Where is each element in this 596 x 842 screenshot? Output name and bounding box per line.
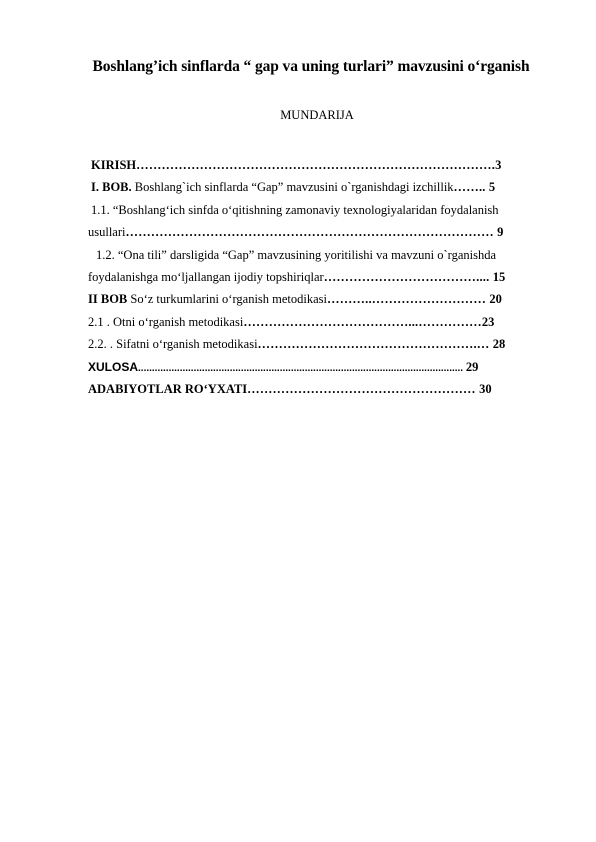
toc-heading-text: MUNDARIJA bbox=[280, 108, 354, 122]
toc-entry-page: 30 bbox=[479, 381, 492, 396]
toc-entry-page: 28 bbox=[492, 337, 506, 352]
toc-entry-2-1 bbox=[88, 311, 548, 333]
toc-entry-page: 20 bbox=[489, 292, 502, 307]
toc-entry-bob-1 bbox=[88, 176, 548, 198]
toc-entry-1-1-line1 bbox=[88, 199, 548, 221]
toc-entry-text: usullari bbox=[88, 225, 126, 240]
toc-entry-1-1-line2 bbox=[88, 221, 548, 243]
toc-entry-text: foydalanishga mo‘ljallangan ijodiy topshiriqlar bbox=[88, 269, 324, 284]
toc-entry-xulosa bbox=[88, 356, 548, 378]
toc-entry-leader: ……………………………………………… bbox=[247, 381, 480, 396]
toc-entry-1-2-line2 bbox=[88, 266, 548, 288]
toc-entry-prefix: I. BOB. bbox=[91, 180, 132, 195]
toc-entry-prefix: KIRISH bbox=[91, 158, 137, 172]
toc-entry-adabiyotlar bbox=[88, 378, 548, 400]
document-title-text: Boshlang’ich sinflarda “ gap va uning turlari” mavzusini o‘rganish bbox=[92, 58, 530, 75]
toc-entry-leader: …….. bbox=[453, 180, 489, 195]
toc-entry-leader: …………………………………………….… bbox=[257, 337, 493, 352]
toc-entry-leader: ……………………………….... bbox=[323, 269, 493, 284]
toc-entry-page: 15 bbox=[492, 269, 506, 284]
toc-entry-page: 23 bbox=[481, 314, 495, 329]
toc-entry-prefix: XULOSA bbox=[88, 359, 139, 374]
toc-entry-text: 2.2. . Sifatni o‘rganish metodikasi bbox=[88, 337, 258, 352]
toc-entry-page: 3 bbox=[495, 158, 502, 172]
toc-entry-2-2 bbox=[88, 333, 548, 355]
toc-entry-leader: ………..……………………… bbox=[327, 292, 490, 307]
toc-entry-text: So‘z turkumlarini o‘rganish metodikasi bbox=[127, 292, 328, 307]
toc-entry-page: 5 bbox=[488, 180, 496, 195]
document-title bbox=[0, 58, 596, 76]
toc-entry-leader: …………………………………...…………… bbox=[243, 314, 482, 329]
toc-entry-bob-2 bbox=[88, 288, 548, 310]
toc-entry-text: 1.1. “Boshlang‘ich sinfda o‘qitishning zamonaviy texnologiyalaridan foydalanish bbox=[91, 202, 499, 217]
toc-entry-leader: …………………………………………………………………………. bbox=[136, 158, 496, 172]
toc-entry-1-2-line1 bbox=[88, 244, 548, 266]
toc-entry-prefix: ADABIYOTLAR RO‘YXATI bbox=[88, 381, 248, 396]
toc-entry-prefix: II BOB bbox=[88, 292, 128, 307]
toc-entry-kirish bbox=[88, 154, 548, 176]
toc-entry-text: 1.2. “Ona tili” darsligida “Gap” mavzusining yoritilishi va mavzuni o`rganishda bbox=[96, 247, 497, 262]
toc-entry-leader: …………………………………………………………………………… bbox=[125, 225, 498, 240]
toc-entry-page: 29 bbox=[465, 359, 479, 374]
table-of-contents bbox=[88, 154, 548, 400]
toc-heading bbox=[0, 108, 596, 123]
toc-entry-text: Boshlang`ich sinflarda “Gap” mavzusini o`rganishdagi izchillik bbox=[131, 180, 454, 195]
toc-entry-leader: ..................................................................................................................... bbox=[138, 362, 466, 374]
toc-entry-page: 9 bbox=[497, 225, 504, 240]
toc-entry-text: 2.1 . Otni o‘rganish metodikasi bbox=[88, 314, 244, 329]
